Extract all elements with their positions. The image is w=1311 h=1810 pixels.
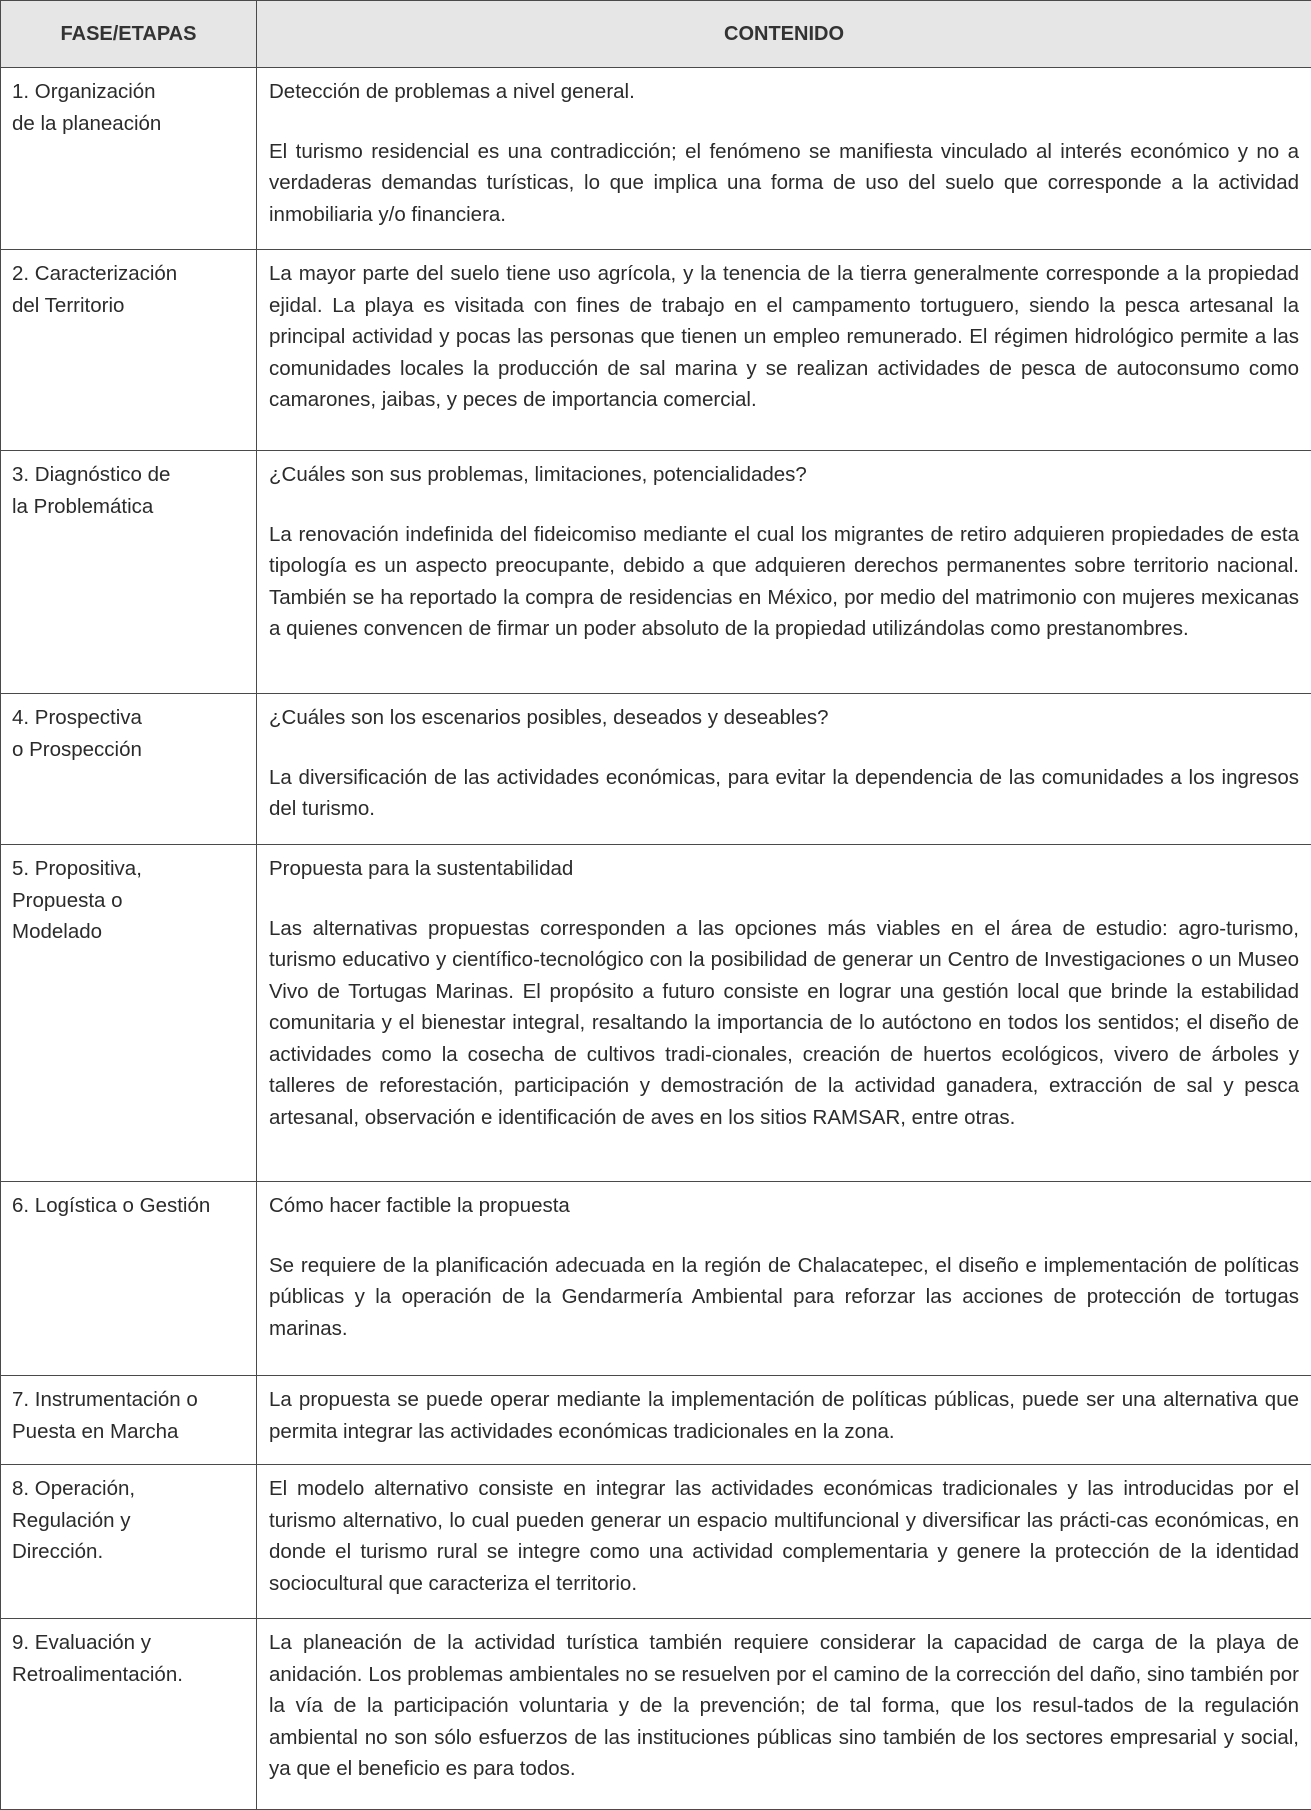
header-content: CONTENIDO bbox=[257, 1, 1311, 68]
content-paragraph: La mayor parte del suelo tiene uso agrícola, y la tenencia de la tierra generalmente corresponde a la propiedad ejidal. La playa es visitada con fines de trabajo en el campamento tortuguero, siendo la pesca artesanal la principal actividad y pocas las personas que tienen un empleo remunerado. El régimen hidrológico permite a las comunidades locales la producción de sal marina y se realizan actividades de pesca de autoconsumo como camarones, jaibas, y peces de importancia comercial. bbox=[269, 258, 1299, 416]
phase-line: Regulación y bbox=[12, 1505, 246, 1537]
content-paragraph: ¿Cuáles son los escenarios posibles, deseados y deseables? bbox=[269, 702, 1299, 734]
content-paragraph: La propuesta se puede operar mediante la implementación de políticas públicas, puede ser una alternativa que permita integrar las actividades económicas tradicionales en la zona. bbox=[269, 1384, 1299, 1447]
content-paragraph: El modelo alternativo consiste en integrar las actividades económicas tradicionales y las introducidas por el turismo alternativo, lo cual pueden generar un espacio multifuncional y diversificar las prácti-cas económicas, en donde el turismo rural se integre como una actividad complementaria y genere la protección de la identidad sociocultural que caracteriza el territorio. bbox=[269, 1473, 1299, 1599]
content-cell bbox=[257, 68, 1311, 250]
content-paragraph: Propuesta para la sustentabilidad bbox=[269, 853, 1299, 885]
table-row bbox=[1, 1465, 1311, 1619]
phase-line: 8. Operación, bbox=[12, 1473, 246, 1505]
phase-line: Puesta en Marcha bbox=[12, 1416, 246, 1448]
content-paragraph: Se requiere de la planificación adecuada en la región de Chalacatepec, el diseño e implementación de políticas públicas y la operación de la Gendarmería Ambiental para reforzar las acciones de protección de tortugas marinas. bbox=[269, 1250, 1299, 1345]
table-header-row bbox=[1, 1, 1311, 68]
table-row bbox=[1, 845, 1311, 1182]
content-paragraph: El turismo residencial es una contradicción; el fenómeno se manifiesta vinculado al interés económico y no a verdaderas demandas turísticas, lo que implica una forma de uso del suelo que corresponde a la actividad inmobiliaria y/o financiera. bbox=[269, 136, 1299, 231]
phase-cell bbox=[1, 1465, 257, 1619]
phase-line: 3. Diagnóstico de bbox=[12, 459, 246, 491]
phase-cell bbox=[1, 845, 257, 1182]
phase-line: 5. Propositiva, bbox=[12, 853, 246, 885]
content-cell bbox=[257, 1465, 1311, 1619]
content-cell bbox=[257, 1376, 1311, 1465]
phase-line: Dirección. bbox=[12, 1536, 246, 1568]
content-cell bbox=[257, 451, 1311, 694]
table-row bbox=[1, 451, 1311, 694]
phase-line: o Prospección bbox=[12, 734, 246, 766]
content-cell bbox=[257, 694, 1311, 845]
table-body bbox=[1, 68, 1311, 1810]
content-cell bbox=[257, 1182, 1311, 1376]
content-paragraph: Cómo hacer factible la propuesta bbox=[269, 1190, 1299, 1222]
table-row bbox=[1, 68, 1311, 250]
phase-line: 9. Evaluación y bbox=[12, 1627, 246, 1659]
phase-cell bbox=[1, 68, 257, 250]
table-row bbox=[1, 250, 1311, 451]
table-row bbox=[1, 694, 1311, 845]
table-row bbox=[1, 1376, 1311, 1465]
content-paragraph: La diversificación de las actividades económicas, para evitar la dependencia de las comunidades a los ingresos del turismo. bbox=[269, 762, 1299, 825]
content-cell bbox=[257, 1619, 1311, 1810]
content-paragraph: Las alternativas propuestas corresponden a las opciones más viables en el área de estudio: agro-turismo, turismo educativo y científico-tecnológico con la posibilidad de generar un Centro de Investigaciones o un Museo Vivo de Tortugas Marinas. El propósito a futuro consiste en lograr una gestión local que brinde la estabilidad comunitaria y el bienestar integral, resaltando la importancia de lo autóctono en todos los sentidos; el diseño de actividades como la cosecha de cultivos tradi-cionales, creación de huertos ecológicos, vivero de árboles y talleres de reforestación, participación y demostración de la actividad ganadera, extracción de sal y pesca artesanal, observación e identificación de aves en los sitios RAMSAR, entre otras. bbox=[269, 913, 1299, 1134]
phase-line: 2. Caracterización bbox=[12, 258, 246, 290]
phase-line: del Territorio bbox=[12, 290, 246, 322]
phase-line: 4. Prospectiva bbox=[12, 702, 246, 734]
phase-line: de la planeación bbox=[12, 108, 246, 140]
content-paragraph: La planeación de la actividad turística también requiere considerar la capacidad de carga de la playa de anidación. Los problemas ambientales no se resuelven por el camino de la corrección del daño, sino también por la vía de la participación voluntaria y de la prevención; de tal forma, que los resul-tados de la regulación ambiental no son sólo esfuerzos de las instituciones públicas sino también de los sectores empresarial y social, ya que el beneficio es para todos. bbox=[269, 1627, 1299, 1785]
phase-line: Retroalimentación. bbox=[12, 1659, 246, 1691]
content-paragraph: ¿Cuáles son sus problemas, limitaciones, potencialidades? bbox=[269, 459, 1299, 491]
phase-line: Modelado bbox=[12, 916, 246, 948]
phase-line: 6. Logística o Gestión bbox=[12, 1190, 246, 1222]
table-row bbox=[1, 1619, 1311, 1810]
phase-line: 1. Organización bbox=[12, 76, 246, 108]
phase-line: Propuesta o bbox=[12, 885, 246, 917]
content-cell bbox=[257, 250, 1311, 451]
content-paragraph: La renovación indefinida del fideicomiso mediante el cual los migrantes de retiro adquieren propiedades de esta tipología es un aspecto preocupante, debido a que adquieren derechos permanentes sobre territorio nacional. También se ha reportado la compra de residencias en México, por medio del matrimonio con mujeres mexicanas a quienes convencen de firmar un poder absoluto de la propiedad utilizándolas como prestanombres. bbox=[269, 519, 1299, 645]
content-cell bbox=[257, 845, 1311, 1182]
content-paragraph: Detección de problemas a nivel general. bbox=[269, 76, 1299, 108]
phase-cell bbox=[1, 1376, 257, 1465]
phase-cell bbox=[1, 250, 257, 451]
phase-cell bbox=[1, 1182, 257, 1376]
phase-line: la Problemática bbox=[12, 491, 246, 523]
phase-line: 7. Instrumentación o bbox=[12, 1384, 246, 1416]
phase-cell bbox=[1, 451, 257, 694]
phase-cell bbox=[1, 694, 257, 845]
phase-cell bbox=[1, 1619, 257, 1810]
header-phase: FASE/ETAPAS bbox=[1, 1, 257, 68]
table-row bbox=[1, 1182, 1311, 1376]
